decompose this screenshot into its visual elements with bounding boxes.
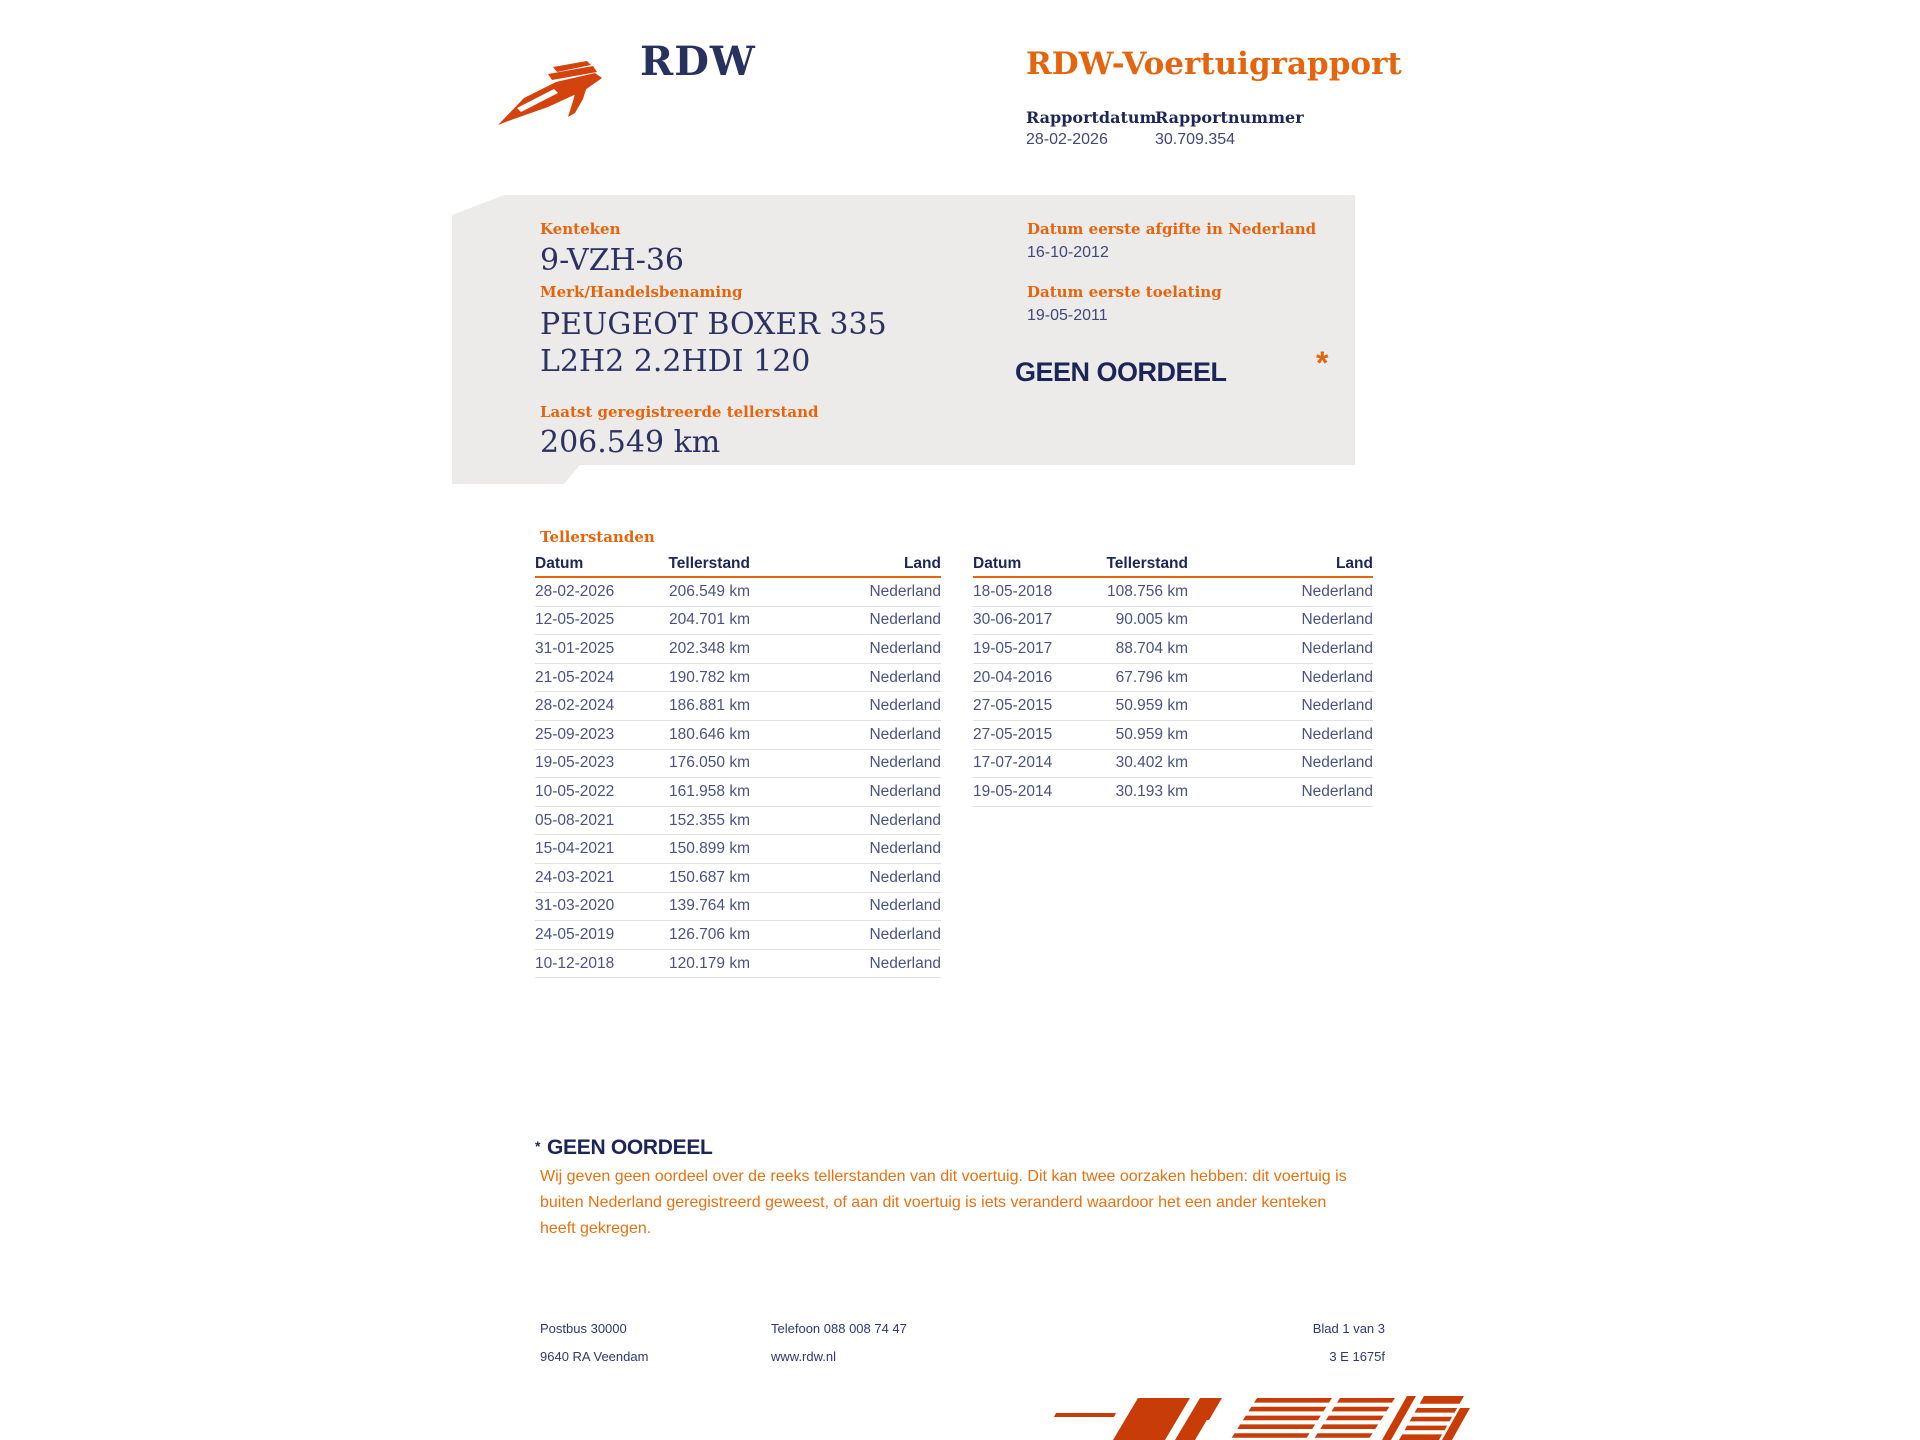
cell-tellerstand: 204.701 km (669, 611, 750, 629)
cell-tellerstand: 190.782 km (669, 668, 750, 686)
tellerstanden-table-left (535, 552, 941, 978)
cell-land: Nederland (869, 897, 941, 915)
table-row (535, 950, 941, 979)
cell-datum: 19-05-2023 (535, 754, 615, 772)
afgifte-value: 16-10-2012 (1027, 244, 1109, 261)
cell-land: Nederland (1301, 582, 1373, 600)
cell-land: Nederland (1301, 725, 1373, 743)
col-header-datum: Datum (973, 555, 1022, 572)
tellerstanden-section-label: Tellerstanden (540, 528, 655, 546)
footer-phone: Telefoon 088 008 74 47 (771, 1321, 907, 1336)
cell-tellerstand: 120.179 km (669, 954, 750, 972)
cell-datum: 20-04-2016 (973, 668, 1053, 686)
footnote-line: Wij geven geen oordeel over de reeks tellerstanden van dit voertuig. Dit kan twee oorzaken hebben: dit voertuig is (540, 1168, 1347, 1185)
cell-datum: 17-07-2014 (973, 754, 1053, 772)
cell-land: Nederland (869, 811, 941, 829)
rdw-wing-logo-icon (498, 60, 616, 128)
footer-address-line2: 9640 RA Veendam (540, 1349, 649, 1364)
table-row (973, 778, 1373, 807)
cell-land: Nederland (869, 639, 941, 657)
cell-tellerstand: 206.549 km (669, 582, 750, 600)
cell-tellerstand: 152.355 km (669, 811, 750, 829)
cell-tellerstand: 50.959 km (1115, 725, 1188, 743)
table-row (535, 635, 941, 664)
cell-land: Nederland (869, 611, 941, 629)
cell-land: Nederland (869, 782, 941, 800)
cell-tellerstand: 50.959 km (1115, 697, 1188, 715)
footnote-line: heeft gekregen. (540, 1220, 652, 1237)
cell-datum: 12-05-2025 (535, 611, 615, 629)
table-row (973, 664, 1373, 693)
cell-tellerstand: 30.402 km (1115, 754, 1188, 772)
cell-datum: 24-05-2019 (535, 925, 615, 943)
cell-land: Nederland (869, 725, 941, 743)
table-row (535, 807, 941, 836)
footnote-heading: GEEN OORDEEL (547, 1136, 713, 1159)
cell-tellerstand: 202.348 km (669, 639, 750, 657)
cell-land: Nederland (869, 668, 941, 686)
cell-datum: 31-01-2025 (535, 639, 615, 657)
cell-datum: 28-02-2024 (535, 697, 615, 715)
col-header-tellerstand: Tellerstand (668, 555, 750, 572)
table-row (535, 835, 941, 864)
cell-land: Nederland (1301, 668, 1373, 686)
cell-datum: 19-05-2014 (973, 782, 1053, 800)
table-row (973, 750, 1373, 779)
footnote-asterisk: * (535, 1138, 541, 1154)
table-row (535, 578, 941, 607)
cell-datum: 18-05-2018 (973, 582, 1053, 600)
table-row (535, 750, 941, 779)
cell-tellerstand: 139.764 km (669, 897, 750, 915)
table-row (535, 692, 941, 721)
footer-address-line1: Postbus 30000 (540, 1321, 627, 1336)
cell-land: Nederland (869, 868, 941, 886)
cell-land: Nederland (869, 925, 941, 943)
table-row (535, 864, 941, 893)
laatste-tellerstand-value: 206.549 km (540, 425, 721, 460)
cell-tellerstand: 108.756 km (1107, 582, 1188, 600)
tellerstanden-table-right (973, 552, 1373, 807)
table-row (973, 692, 1373, 721)
cell-datum: 27-05-2015 (973, 725, 1053, 743)
cell-tellerstand: 180.646 km (669, 725, 750, 743)
cell-tellerstand: 88.704 km (1115, 639, 1188, 657)
laatste-tellerstand-label: Laatst geregistreerde tellerstand (540, 403, 819, 421)
cell-tellerstand: 30.193 km (1115, 782, 1188, 800)
col-header-tellerstand: Tellerstand (1106, 555, 1188, 572)
report-number-label: Rapportnummer (1155, 108, 1304, 127)
page-title: RDW-Voertuigrapport (1026, 46, 1402, 82)
table-row (535, 921, 941, 950)
toelating-value: 19-05-2011 (1027, 307, 1108, 324)
cell-tellerstand: 90.005 km (1115, 611, 1188, 629)
cell-datum: 28-02-2026 (535, 582, 615, 600)
cell-datum: 19-05-2017 (973, 639, 1053, 657)
footer-form-code: 3 E 1675f (1329, 1349, 1385, 1364)
merk-line1: PEUGEOT BOXER 335 (540, 307, 887, 342)
cell-tellerstand: 186.881 km (669, 697, 750, 715)
afgifte-label: Datum eerste afgifte in Nederland (1027, 220, 1317, 238)
cell-datum: 05-08-2021 (535, 811, 615, 829)
cell-datum: 10-05-2022 (535, 782, 615, 800)
table-row (973, 635, 1373, 664)
table-row (535, 607, 941, 636)
table-row (535, 721, 941, 750)
table-header-row (973, 552, 1373, 578)
toelating-label: Datum eerste toelating (1027, 283, 1222, 301)
kenteken-value: 9-VZH-36 (540, 243, 685, 278)
table-row (535, 893, 941, 922)
table-row (535, 778, 941, 807)
report-number-value: 30.709.354 (1155, 131, 1236, 148)
col-header-land: Land (903, 555, 941, 572)
cell-land: Nederland (869, 754, 941, 772)
footnote-line: buiten Nederland geregistreerd geweest, of aan dit voertuig is iets veranderd waardoor het een ander kenteken (540, 1194, 1327, 1211)
oordeel-asterisk: * (1316, 345, 1329, 381)
cell-datum: 10-12-2018 (535, 954, 615, 972)
footer-website: www.rdw.nl (771, 1349, 837, 1364)
footnote-text (540, 1164, 1370, 1242)
cell-tellerstand: 161.958 km (669, 782, 750, 800)
report-date-value: 28-02-2026 (1026, 131, 1108, 148)
col-header-datum: Datum (535, 555, 584, 572)
cell-datum: 24-03-2021 (535, 868, 615, 886)
table-row (973, 578, 1373, 607)
cell-land: Nederland (1301, 639, 1373, 657)
col-header-land: Land (1335, 555, 1373, 572)
cell-land: Nederland (1301, 782, 1373, 800)
merk-line2: L2H2 2.2HDI 120 (540, 344, 811, 379)
table-row (973, 607, 1373, 636)
cell-datum: 31-03-2020 (535, 897, 615, 915)
cell-tellerstand: 67.796 km (1115, 668, 1188, 686)
cell-land: Nederland (1301, 754, 1373, 772)
merk-label: Merk/Handelsbenaming (540, 283, 743, 301)
cell-tellerstand: 150.687 km (669, 868, 750, 886)
table-row (535, 664, 941, 693)
cell-land: Nederland (869, 582, 941, 600)
cell-land: Nederland (869, 697, 941, 715)
cell-tellerstand: 126.706 km (669, 925, 750, 943)
cell-land: Nederland (1301, 611, 1373, 629)
cell-datum: 25-09-2023 (535, 725, 615, 743)
footer-page-number: Blad 1 van 3 (1312, 1321, 1385, 1336)
table-header-row (535, 552, 941, 578)
cell-datum: 21-05-2024 (535, 668, 615, 686)
report-date-label: Rapportdatum (1026, 108, 1157, 127)
kenteken-label: Kenteken (540, 220, 621, 238)
cell-land: Nederland (869, 954, 941, 972)
logo-wordmark: RDW (640, 38, 756, 85)
oordeel-status: GEEN OORDEEL (1015, 357, 1227, 387)
cell-tellerstand: 176.050 km (669, 754, 750, 772)
cell-datum: 30-06-2017 (973, 611, 1053, 629)
cell-land: Nederland (869, 840, 941, 858)
cell-datum: 15-04-2021 (535, 840, 615, 858)
cell-tellerstand: 150.899 km (669, 840, 750, 858)
cell-datum: 27-05-2015 (973, 697, 1053, 715)
rdw-wing-footer-icon (1052, 1392, 1470, 1440)
cell-land: Nederland (1301, 697, 1373, 715)
table-row (973, 721, 1373, 750)
